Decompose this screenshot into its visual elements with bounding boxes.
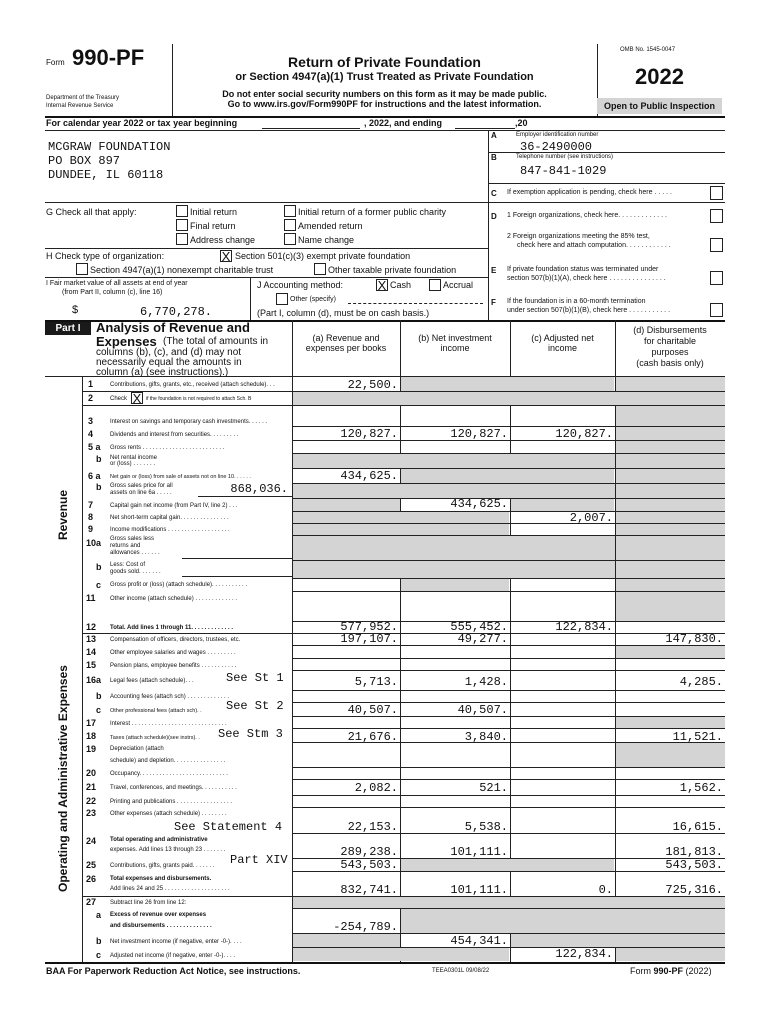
line-16a-note: See St 1 — [226, 671, 284, 685]
line-1-num: 1 — [88, 379, 94, 389]
fmv-label: I Fair market value of all assets at end of year — [46, 280, 188, 287]
phone-label: Telephone number (see instructions) — [516, 154, 614, 160]
expenses-side-label: Operating and Administrative Expenses — [56, 665, 70, 892]
label-f: F — [491, 298, 496, 307]
exemption-pending-label: If exemption application is pending, check here . . . . . — [507, 189, 672, 196]
org-city: DUNDEE, IL 60118 — [48, 168, 164, 182]
line-21-desc: Travel, conferences, and meetings. . . . . . . . . . . — [110, 785, 237, 791]
label-a: A — [491, 131, 497, 140]
col-d-header-4: (cash basis only) — [636, 358, 704, 368]
line-5a-desc: Gross rents . . . . . . . . . . . . . . . . . . . . . . . . . — [110, 445, 225, 451]
l1-col-a: 22,500. — [347, 378, 398, 392]
col-d-header-2: for charitable — [643, 336, 697, 346]
60month-label-2: under section 507(b)(1)(B), check here . . . . . . . . . . . — [507, 307, 671, 314]
line-13-desc: Compensation of officers, directors, trustees, etc. — [110, 637, 241, 643]
label-b: B — [491, 153, 497, 162]
l24-col-d: 181,813. — [665, 845, 723, 859]
line-18-desc: Taxes (attach schedule)(see instrs). . — [110, 735, 200, 741]
line-19-desc-2: schedule) and depletion. . . . . . . . . . . . . . . . — [110, 758, 226, 764]
line-10b-desc: Less: Cost of — [110, 562, 146, 568]
foreign-85-label: 2 Foreign organizations meeting the 85% test, — [507, 233, 650, 240]
line-10b-num: b — [96, 562, 102, 572]
line-27c-desc: Adjusted net income (if negative, enter -0-). . . . — [110, 953, 236, 959]
l4-col-a: 120,827. — [340, 427, 398, 441]
line-8-desc: Net short-term capital gain. . . . . . . . . . . . . . . — [110, 515, 229, 521]
line-25-desc: Contributions, gifts, grants paid. . . . . . . — [110, 863, 215, 869]
line-5a-num: 5 a — [88, 442, 101, 452]
part-i-title: Analysis of Revenue and — [96, 320, 250, 335]
form-number: 990-PF — [72, 45, 145, 70]
ein-value: 36-2490000 — [520, 140, 593, 154]
line-10c-num: c — [96, 580, 102, 590]
col-a-header-2: expenses per books — [305, 343, 387, 353]
form-label: Form — [46, 58, 65, 67]
col-c-header: (c) Adjusted net — [531, 333, 594, 343]
line-5b-desc-2: or (loss) . . . . . . . — [110, 461, 156, 467]
line-10b-desc-2: goods sold. . . . . . . — [110, 569, 161, 575]
line-20-desc: Occupancy. . . . . . . . . . . . . . . . . . . . . . . . . . . — [110, 771, 228, 777]
part-i-title-2: Expenses — [96, 334, 157, 349]
line-6b-desc-2: assets on line 6a . . . . . — [110, 490, 172, 496]
l27b-col-b: 454,341. — [450, 934, 508, 948]
exemption-pending-checkbox[interactable] — [710, 186, 723, 200]
final-return-checkbox[interactable] — [176, 219, 188, 231]
fmv-value: 6,770,278. — [140, 305, 213, 319]
line-26-desc-2: Add lines 24 and 25 . . . . . . . . . . . . . . . . . . . . — [110, 886, 230, 892]
line-7-num: 7 — [88, 500, 94, 510]
line-27b-desc: Net investment income (if negative, enter -0-). . . . — [110, 939, 242, 945]
col-c-header-2: income — [547, 343, 577, 353]
calendar-year-label: For calendar year 2022 or tax year beginning — [46, 118, 238, 128]
accounting-method-label: J Accounting method: — [257, 280, 344, 290]
l18-col-b: 3,840. — [464, 730, 508, 744]
line-6b-num: b — [96, 482, 102, 492]
dept-treasury: Department of the Treasury — [46, 95, 120, 101]
address-change-label: Address change — [190, 235, 256, 245]
name-change-checkbox[interactable] — [284, 233, 296, 245]
line-20-num: 20 — [86, 768, 97, 778]
l12-col-a: 577,952. — [340, 620, 398, 634]
form-subtitle: or Section 4947(a)(1) Trust Treated as Private Foundation — [235, 71, 534, 83]
l8-col-c: 2,007. — [569, 511, 613, 525]
line-23-num: 23 — [86, 808, 97, 818]
l6a-col-a: 434,625. — [340, 469, 398, 483]
l25-col-a: 543,503. — [340, 858, 398, 872]
line-27a-desc: Excess of revenue over expenses — [110, 912, 207, 918]
line-10a-desc: Gross sales less — [110, 536, 155, 542]
h-label: H Check type of organization: — [46, 251, 165, 261]
irs-label: Internal Revenue Service — [46, 103, 114, 109]
4947-label: Section 4947(a)(1) nonexempt charitable trust — [90, 265, 274, 275]
line-9-num: 9 — [88, 524, 94, 534]
label-c: C — [491, 189, 497, 198]
line-22-desc: Printing and publications . . . . . . . . . . . . . . . . . — [110, 799, 233, 805]
line-2-check-label: Check — [110, 396, 128, 402]
l7-col-b: 434,625. — [450, 497, 508, 511]
line-26-num: 26 — [86, 874, 97, 884]
line-16c-num: c — [96, 705, 102, 715]
l26-col-c: 0. — [598, 883, 613, 897]
line-27c-num: c — [96, 950, 102, 960]
l4-col-c: 120,827. — [555, 427, 613, 441]
line-2-desc: if the foundation is not required to attach Sch. B — [146, 396, 252, 402]
initial-former-label: Initial return of a former public charity — [298, 207, 447, 217]
l23-col-b: 5,538. — [464, 820, 508, 834]
name-change-label: Name change — [298, 235, 355, 245]
l12-col-b: 555,452. — [450, 620, 508, 634]
line-25-num: 25 — [86, 860, 97, 870]
line-14-desc: Other employee salaries and wages . . . . . . . . . — [110, 650, 236, 656]
line-3-num: 3 — [88, 416, 94, 426]
l12-col-c: 122,834. — [555, 620, 613, 634]
line-14-num: 14 — [86, 647, 97, 657]
l24-col-a: 289,238. — [340, 845, 398, 859]
open-inspection: Open to Public Inspection — [597, 98, 722, 114]
fmv-dollar: $ — [72, 304, 79, 316]
line-19-desc: Depreciation (attach — [110, 746, 164, 752]
line-10c-desc: Gross profit or (loss) (attach schedule). . . . . . . . . . . — [110, 582, 248, 588]
line-24-desc-2: expenses. Add lines 13 through 23 . . . . . . . — [110, 847, 226, 853]
initial-former-checkbox[interactable] — [284, 205, 296, 217]
l18-col-d: 11,521. — [672, 730, 723, 744]
amended-return-label: Amended return — [298, 221, 363, 231]
line-5b-desc: Net rental income — [110, 455, 158, 461]
address-change-checkbox[interactable] — [176, 233, 188, 245]
cash-checkbox[interactable]: X — [377, 278, 387, 293]
line-5b-num: b — [96, 454, 102, 464]
line-27a-desc-2: and disbursements . . . . . . . . . . . . . . — [110, 923, 212, 929]
footer-form — [630, 966, 712, 976]
omb-number: OMB No. 1545-0047 — [620, 47, 676, 53]
col-d-header: (d) Disbursements — [633, 325, 707, 335]
line-6b-desc: Gross sales price for all — [110, 483, 173, 489]
footer-form-number: 990-PF — [653, 966, 684, 976]
l24-col-b: 101,111. — [450, 845, 508, 859]
part-i-desc-b: columns (b), (c), and (d) may not — [96, 347, 242, 358]
line-25-note: Part XIV — [230, 853, 288, 867]
ssn-notice: Do not enter social security numbers on this form as it may be made public. — [222, 89, 547, 99]
line-7-desc: Capital gain net income (from Part IV, line 2) . . . — [110, 503, 238, 509]
cash-label: Cash — [390, 280, 412, 290]
part-i-desc-a: (The total of amounts in — [163, 336, 269, 347]
terminated-label: If private foundation status was terminated under — [507, 266, 659, 273]
form-title: Return of Private Foundation — [288, 54, 481, 70]
col-a-header: (a) Revenue and — [312, 333, 380, 343]
line-16c-desc: Other professional fees (attach sch). . — [110, 708, 202, 714]
line-15-desc: Pension plans, employee benefits . . . . . . . . . . . — [110, 663, 237, 669]
line-27a-num: a — [96, 910, 102, 920]
line-16c-note: See St 2 — [226, 699, 284, 713]
line-23-note: See Statement 4 — [174, 820, 283, 834]
line-23-desc: Other expenses (attach schedule) . . . . . . . . — [110, 811, 227, 817]
calendar-ending-label: , 2022, and ending — [364, 118, 443, 128]
line-6b-inline-value: 868,036. — [230, 482, 288, 496]
other-taxable-checkbox[interactable] — [314, 263, 326, 275]
col-d-header-3: purposes — [651, 347, 689, 357]
foreign-org-checkbox[interactable] — [710, 209, 723, 223]
foreign-85-label-2: check here and attach computation. . . . . . . . . . . . — [517, 242, 671, 249]
60month-label: If the foundation is in a 60-month termination — [507, 298, 646, 305]
cash-basis-note: (Part I, column (d), must be on cash basis.) — [257, 308, 430, 318]
footer-code: TEEA0301L 09/08/22 — [432, 968, 490, 974]
line-27-num: 27 — [86, 897, 97, 907]
l4-col-b: 120,827. — [450, 427, 508, 441]
line-21-num: 21 — [86, 782, 97, 792]
sch-b-checkbox[interactable]: X — [132, 391, 142, 406]
label-d: D — [491, 212, 497, 221]
l13-col-d: 147,830. — [665, 632, 723, 646]
line-26-desc: Total expenses and disbursements. — [110, 876, 212, 882]
line-16b-num: b — [96, 691, 102, 701]
line-27-desc: Subtract line 26 from line 12: — [110, 900, 187, 906]
l26-col-d: 725,316. — [665, 883, 723, 897]
other-taxable-label: Other taxable private foundation — [328, 265, 457, 275]
line-18-num: 18 — [86, 731, 97, 741]
l16c-col-b: 40,507. — [457, 703, 508, 717]
line-12-num: 12 — [86, 622, 97, 632]
l13-col-b: 49,277. — [457, 632, 508, 646]
part-i-desc-c: necessarily equal the amounts in — [96, 357, 242, 368]
l27a-col-a: -254,789. — [333, 920, 398, 934]
line-6a-desc: Net gain or (loss) from sale of assets not on line 10. . . . . . — [110, 474, 251, 480]
l18-col-a: 21,676. — [347, 730, 398, 744]
l26-col-b: 101,111. — [450, 883, 508, 897]
footer-form-label: Form — [630, 966, 651, 976]
foreign-85-checkbox[interactable] — [710, 238, 723, 252]
501c3-checkbox[interactable]: X — [221, 249, 231, 264]
line-4-num: 4 — [88, 429, 94, 439]
line-10a-desc-2: returns and — [110, 543, 141, 549]
line-6a-num: 6 a — [88, 471, 101, 481]
line-8-num: 8 — [88, 512, 94, 522]
line-24-desc: Total operating and administrative — [110, 837, 208, 843]
accrual-checkbox[interactable] — [429, 279, 441, 291]
ein-label: Employer identification number — [516, 132, 599, 138]
org-name: MCGRAW FOUNDATION — [48, 140, 171, 154]
line-16b-desc: Accounting fees (attach sch) . . . . . . . . . . . . . — [110, 694, 230, 700]
line-11-desc: Other income (attach schedule) . . . . . . . . . . . . . — [110, 596, 238, 602]
l21-col-a: 2,082. — [354, 781, 398, 795]
line-12-desc: Total. Add lines 1 through 11. . . . . . . . . . . . . — [110, 625, 234, 631]
line-16a-desc: Legal fees (attach schedule). . . — [110, 678, 194, 684]
line-13-num: 13 — [86, 634, 97, 644]
l13-col-a: 197,107. — [340, 632, 398, 646]
line-19-num: 19 — [86, 744, 97, 754]
final-return-label: Final return — [190, 221, 236, 231]
l21-col-d: 1,562. — [679, 781, 723, 795]
other-method-label: Other (specify) — [290, 296, 336, 303]
line-11-num: 11 — [86, 593, 96, 603]
initial-return-label: Initial return — [190, 207, 238, 217]
line-27b-num: b — [96, 936, 102, 946]
revenue-side-label: Revenue — [56, 489, 70, 540]
line-10a-desc-3: allowances . . . . . . — [110, 550, 160, 556]
l21-col-b: 521. — [479, 781, 508, 795]
other-method-checkbox[interactable] — [276, 293, 288, 305]
initial-return-checkbox[interactable] — [176, 205, 188, 217]
line-1-desc: Contributions, gifts, grants, etc., received (attach schedule). . . — [110, 382, 275, 388]
l16a-col-a: 5,713. — [354, 675, 398, 689]
org-address: PO BOX 897 — [48, 154, 121, 168]
line-16a-num: 16a — [86, 675, 102, 685]
l25-col-d: 543,503. — [665, 858, 723, 872]
foreign-org-label: 1 Foreign organizations, check here. . . . . . . . . . . . . — [507, 212, 667, 219]
calendar-end-year: ,20 — [515, 118, 528, 128]
irs-url-notice: Go to www.irs.gov/Form990PF for instructions and the latest information. — [227, 99, 542, 109]
line-15-num: 15 — [86, 660, 97, 670]
60month-checkbox[interactable] — [710, 303, 723, 317]
terminated-label-2: section 507(b)(1)(A), check here . . . . . . . . . . . . . . . — [507, 275, 666, 282]
line-22-num: 22 — [86, 796, 97, 806]
line-3-desc: Interest on savings and temporary cash investments. . . . . . — [110, 419, 268, 425]
footer-paperwork: BAA For Paperwork Reduction Act Notice, see instructions. — [46, 966, 301, 976]
l23-col-a: 22,153. — [347, 820, 398, 834]
l26-col-a: 832,741. — [340, 883, 398, 897]
line-24-num: 24 — [86, 836, 97, 846]
501c3-label: Section 501(c)(3) exempt private foundation — [235, 251, 411, 261]
line-17-desc: Interest . . . . . . . . . . . . . . . . . . . . . . . . . . . . . — [110, 721, 227, 727]
line-10a-num: 10a — [86, 538, 102, 548]
l16c-col-a: 40,507. — [347, 703, 398, 717]
g-label: G Check all that apply: — [46, 207, 137, 217]
col-b-header: (b) Net investment — [418, 333, 492, 343]
fmv-label-2: (from Part II, column (c), line 16) — [62, 289, 163, 296]
l16a-col-d: 4,285. — [679, 675, 723, 689]
l16a-col-b: 1,428. — [464, 675, 508, 689]
col-b-header-2: income — [440, 343, 470, 353]
terminated-checkbox[interactable] — [710, 271, 723, 285]
label-e: E — [491, 266, 497, 275]
line-4-desc: Dividends and interest from securities. . . . . . . . . — [110, 432, 239, 438]
line-9-desc: Income modifications . . . . . . . . . . . . . . . . . . . — [110, 527, 230, 533]
tax-year: 2022 — [635, 64, 684, 89]
part-i-label: Part I — [45, 322, 91, 335]
amended-return-checkbox[interactable] — [284, 219, 296, 231]
line-2-num: 2 — [88, 393, 94, 403]
part-i-desc-d: column (a) (see instructions).) — [96, 367, 229, 378]
phone-value: 847-841-1029 — [520, 164, 607, 178]
l23-col-d: 16,615. — [672, 820, 723, 834]
accrual-label: Accrual — [443, 280, 474, 290]
4947-checkbox[interactable] — [76, 263, 88, 275]
line-17-num: 17 — [86, 718, 97, 728]
l27c-col-c: 122,834. — [555, 947, 613, 961]
footer-form-year: (2022) — [685, 966, 712, 976]
line-18-note: See Stm 3 — [218, 727, 283, 741]
